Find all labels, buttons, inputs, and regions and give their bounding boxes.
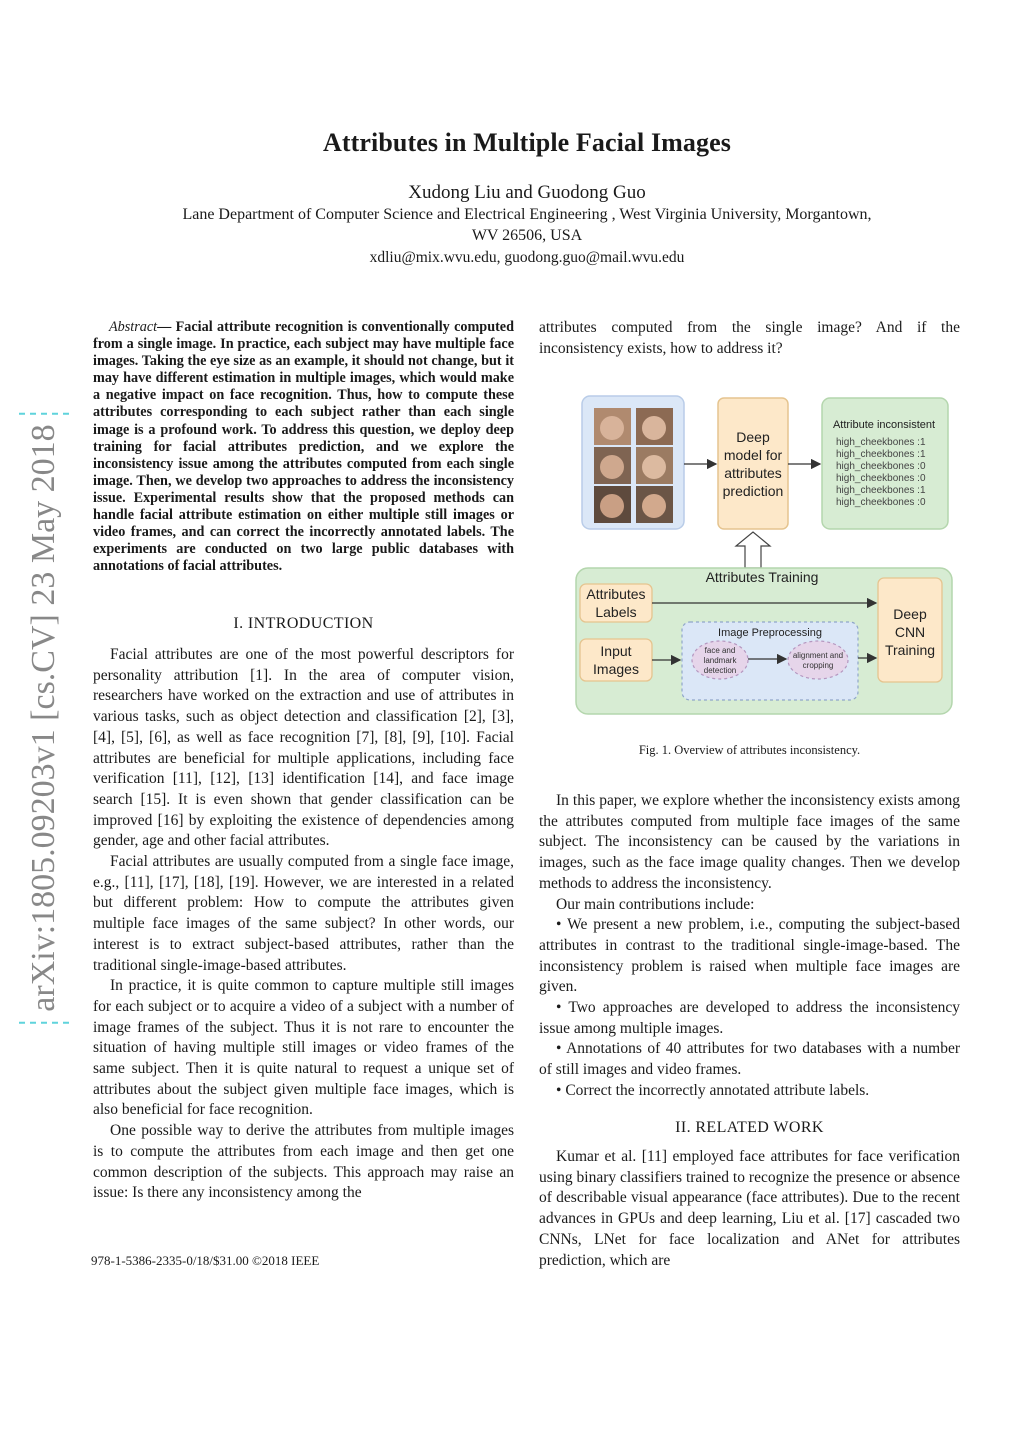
copyright-footer: 978-1-5386-2335-0/18/$31.00 ©2018 IEEE: [91, 1253, 320, 1268]
training-title: Attributes Training: [705, 569, 819, 585]
face-detection-line-2: landmark: [703, 656, 737, 665]
contribution-text-4: Correct the incorrectly annotated attribute labels.: [565, 1081, 870, 1099]
contribution-text-3: Annotations of 40 attributes for two databases with a number of still images and video frames.: [539, 1040, 960, 1079]
attributes-labels-line-1: Attributes: [586, 586, 646, 602]
contribution-bullet-1: • We present a new problem, i.e., computing the subject-based attributes in contrast to the traditional single-image-based. The inconsistency problem is raised when multiple face images are given.: [539, 916, 960, 996]
abstract-label: Abstract: [109, 319, 158, 335]
deep-model-line-4: prediction: [722, 483, 784, 499]
inconsistent-row-3: high_cheekbones :0: [836, 461, 926, 472]
intro-paragraph-4: One possible way to derive the attributes from multiple images is to compute the attributes from each image and then get one common description of the subjects. This approach may raise an issue: Is there any inconsistency among the: [93, 1122, 514, 1202]
preprocessing-title: Image Preprocessing: [718, 627, 822, 639]
intro-paragraph-1: Facial attributes are one of the most powerful descriptors for personality attribution [1]. In the area of computer vision, researchers have worked on the extraction and use of attributes in various tasks, such as object detection and classification [2], [3], [4], [5], [6], as well as face recognition [7], [8], [9], [10]. Facial attributes are beneficial for multiple applications, including face verification [11], [12], [13] identification [14], and face image search [15]. It is even shown that gender classification can be improved [16] by exploiting the existence of dependencies among gender, age and other facial attributes.: [93, 646, 514, 850]
deep-cnn-line-2: CNN: [894, 624, 926, 640]
intro-continuation: [539, 318, 960, 359]
affiliation-line-2: WV 26506, USA: [471, 227, 583, 244]
deep-cnn-line-1: Deep: [893, 606, 927, 622]
inconsistent-row-4: high_cheekbones :0: [836, 473, 926, 484]
paper-title: Attributes in Multiple Facial Images: [322, 128, 731, 157]
training-up-arrow: [736, 532, 770, 568]
alignment-line-2: cropping: [802, 661, 834, 670]
intro-body: [93, 645, 514, 1204]
inconsistent-row-1: high_cheekbones :1: [836, 437, 926, 448]
intro-heading: I. INTRODUCTION: [233, 615, 374, 632]
figure-1-caption: Fig. 1. Overview of attributes inconsistency.: [638, 743, 861, 757]
abstract: [93, 319, 514, 575]
contribution-text-1: We present a new problem, i.e., computing the subject-based attributes in contrast to the traditional single-image-based. The inconsistency problem is raised when multiple face images are given.: [539, 916, 960, 996]
deep-model-line-3: attributes: [724, 465, 782, 481]
alignment-line-1: alignment and: [792, 651, 844, 660]
intro-continuation-text: attributes computed from the single image? And if the inconsistency exists, how to address it?: [539, 319, 960, 357]
abstract-text: — Facial attribute recognition is conventionally computed from a single image. In practice, each subject may have multiple face images. Taking the eye size as an example, it should not change, but it may have different estimation in multiple images, which would make a negative impact on face recognition. Thus, how to compute these attributes corresponding to each subject rather than each single image is a profound work. To address this question, we deploy deep training for facial attributes prediction, and we explore the inconsistency issue among the attributes computed from each single image. Then, we develop two approaches to address the inconsistency issue. Experimental results show that the proposed methods can handle facial attribute estimation on either multiple still images or video frames, and can correct the incorrectly annotated labels. The experiments are conducted on two large public databases with annotations of facial attributes.: [93, 319, 514, 575]
related-work-body: [539, 1147, 960, 1271]
contribution-bullet-2: • Two approaches are developed to address the inconsistency issue among multiple images.: [539, 999, 960, 1037]
related-paragraph-1: Kumar et al. [11] employed face attributes for face verification using binary classifiers trained to recognize the presence or absence of describable visual appearance (face attributes). Due to the recent advances in GPUs and deep learning, Liu et al. [17] cascaded two CNNs, LNet for face localization and ANet for attributes prediction, which are: [539, 1148, 960, 1269]
inconsistent-row-2: high_cheekbones :1: [836, 449, 926, 460]
contribution-bullet-4: • Correct the incorrectly annotated attribute labels.: [556, 1081, 870, 1099]
author-emails: xdliu@mix.wvu.edu, guodong.guo@mail.wvu.edu: [369, 249, 685, 266]
deep-cnn-line-3: Training: [884, 642, 936, 658]
deep-model-line-1: Deep: [736, 429, 770, 445]
intro-right-body: [539, 791, 960, 1102]
intro-paragraph-2: Facial attributes are usually computed from a single face image, e.g., [11], [17], [18], [19]. However, we are interested in a related but different problem: How to compute the attributes given multiple face images of the same subject? In other words, our interest is to extract subject-based attributes, rather than the traditional single-image-based attributes.: [93, 853, 514, 974]
alignment-ellipse: [788, 641, 848, 679]
input-images-line-1: Input: [600, 643, 632, 659]
related-work-heading: II. RELATED WORK: [675, 1119, 824, 1136]
arxiv-stamp: arXiv:1805.09203v1 [cs.CV] 23 May 2018: [19, 412, 69, 1023]
contributions-intro: Our main contributions include:: [556, 895, 755, 913]
authors: Xudong Liu and Guodong Guo: [408, 182, 646, 203]
face-detection-line-3: detection: [703, 666, 737, 675]
input-images-line-2: Images: [593, 661, 639, 677]
contribution-bullet-3: • Annotations of 40 attributes for two databases with a number of still images and video frames.: [539, 1040, 960, 1079]
intro-paragraph-5: In this paper, we explore whether the inconsistency exists among the attributes computed from multiple face images of the same subject. The inconsistency can be caused by the variations in images, such as the face image quality changes. Then we develop methods to address the inconsistency.: [539, 792, 960, 892]
contribution-text-2: Two approaches are developed to address the inconsistency issue among multiple images.: [539, 999, 960, 1037]
affiliation-line-1: Lane Department of Computer Science and Electrical Engineering , West Virginia University, Morgantown,: [182, 206, 872, 223]
deep-model-box: [718, 398, 788, 529]
inconsistent-title: Attribute inconsistent: [832, 419, 936, 431]
inconsistent-row-5: high_cheekbones :1: [836, 485, 926, 496]
attributes-labels-line-2: Labels: [595, 604, 637, 620]
inconsistent-row-6: high_cheekbones :0: [836, 497, 926, 508]
deep-model-line-2: model for: [723, 447, 783, 463]
figure-1-diagram: [574, 392, 954, 718]
intro-paragraph-3: In practice, it is quite common to capture multiple still images for each subject or to acquire a video of a subject with a number of image frames of the subject. Thus it is not rare to encounter the situation of having multiple still images or video frames of the same subject. Then it is quite natural to request a unique set of attributes about the subject given multiple face images, which is also beneficial for face recognition.: [93, 977, 514, 1119]
face-detection-line-1: face and: [704, 646, 736, 655]
